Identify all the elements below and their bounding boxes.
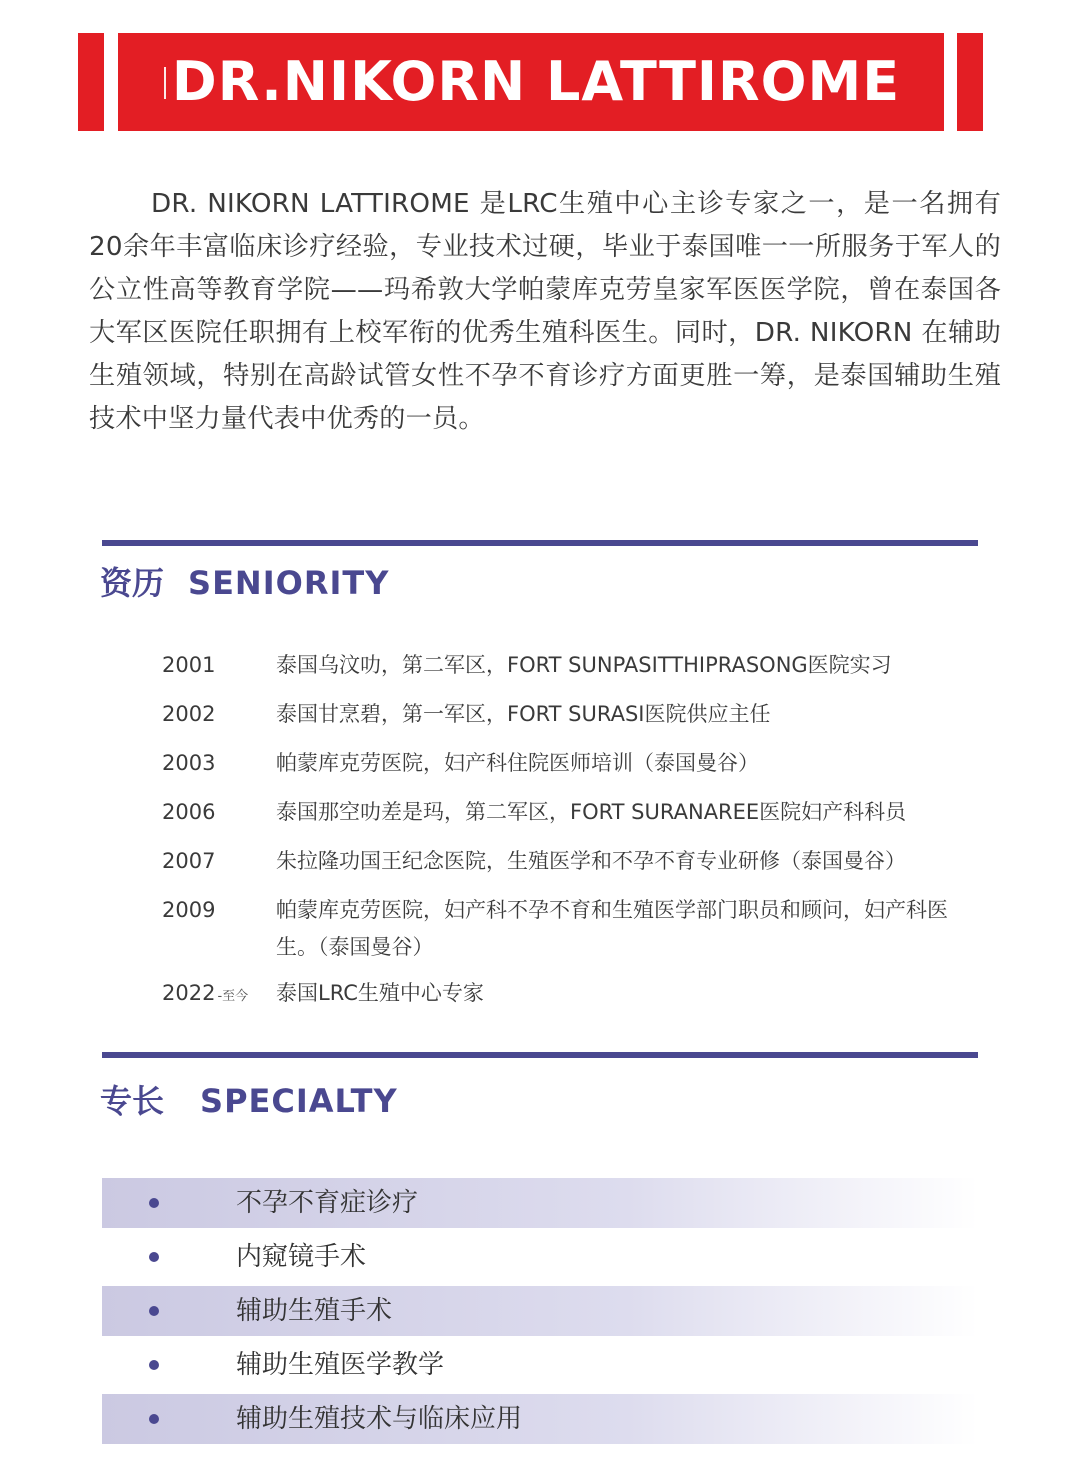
seniority-year-value: 2009 <box>162 898 216 922</box>
specialty-label: 辅助生殖医学教学 <box>236 1350 445 1380</box>
seniority-entry <box>162 892 982 966</box>
specialty-item <box>102 1340 978 1390</box>
seniority-year-value: 2001 <box>162 653 216 677</box>
seniority-year-value: 2002 <box>162 702 216 726</box>
doctor-name-title: DR.NIKORN LATTIROME <box>171 50 901 113</box>
title-banner <box>118 33 944 131</box>
specialty-item <box>102 1394 978 1444</box>
seniority-description: 泰国乌汶叻，第二军区，FORT SUNPASITTHIPRASONG医院实习 <box>276 653 892 677</box>
banner-right-bar <box>957 33 983 131</box>
seniority-divider <box>102 540 978 546</box>
seniority-year <box>162 843 276 883</box>
specialty-label: 辅助生殖技术与临床应用 <box>236 1404 523 1434</box>
seniority-year-value: 2007 <box>162 849 216 873</box>
bullet-icon <box>149 1360 159 1370</box>
specialty-label: 不孕不育症诊疗 <box>236 1188 419 1218</box>
seniority-heading-en: SENIORITY <box>188 564 390 602</box>
specialty-heading-en: SPECIALTY <box>200 1082 398 1120</box>
seniority-description: 泰国LRC生殖中心专家 <box>276 981 484 1005</box>
specialty-list <box>102 1178 978 1448</box>
seniority-year-value: 2003 <box>162 751 216 775</box>
specialty-item <box>102 1286 978 1336</box>
seniority-entry <box>162 975 982 1015</box>
specialty-item <box>102 1232 978 1282</box>
banner-left-bar <box>78 33 104 131</box>
specialty-heading <box>100 1076 398 1122</box>
specialty-label: 辅助生殖手术 <box>236 1296 393 1326</box>
seniority-year <box>162 647 276 687</box>
intro-paragraph: DR. NIKORN LATTIROME 是LRC生殖中心主诊专家之一，是一名拥有20余年丰富临床诊疗经验，专业技术过硬，毕业于泰国唯一一所服务于军人的公立性高等教育学院——玛希敦大学帕蒙库克劳皇家军医医学院，曾在泰国各大军区医院任职拥有上校军衔的优秀生殖科医生。同时，DR. NIKORN 在辅助生殖领域，特别在高龄试管女性不孕不育诊疗方面更胜一筹，是泰国辅助生殖技术中坚力量代表中优秀的一员。 <box>89 189 1001 434</box>
seniority-description: 帕蒙库克劳医院，妇产科住院医师培训（泰国曼谷） <box>276 751 759 775</box>
seniority-entry <box>162 647 982 687</box>
seniority-year-value: 2006 <box>162 800 216 824</box>
bullet-icon <box>149 1198 159 1208</box>
specialty-divider <box>102 1052 978 1058</box>
specialty-item <box>102 1178 978 1228</box>
seniority-year <box>162 794 276 834</box>
bullet-icon <box>149 1252 159 1262</box>
seniority-description: 泰国那空叻差是玛，第二军区，FORT SURANAREE医院妇产科科员 <box>276 800 907 824</box>
seniority-entry <box>162 794 982 834</box>
seniority-heading-cn: 资历 <box>100 564 165 602</box>
bullet-icon <box>149 1414 159 1424</box>
specialty-heading-cn: 专长 <box>100 1082 165 1120</box>
seniority-year-value: 2022 <box>162 981 216 1005</box>
seniority-list <box>162 647 982 1024</box>
seniority-description: 帕蒙库克劳医院，妇产科不孕不育和生殖医学部门职员和顾问，妇产科医生。（泰国曼谷） <box>276 898 948 959</box>
specialty-label: 内窥镜手术 <box>236 1242 367 1272</box>
seniority-year <box>162 696 276 736</box>
seniority-entry <box>162 843 982 883</box>
seniority-year <box>162 892 276 966</box>
seniority-heading <box>100 558 389 604</box>
seniority-description: 泰国甘烹碧，第一军区，FORT SURASI医院供应主任 <box>276 702 771 726</box>
bullet-icon <box>149 1306 159 1316</box>
seniority-year <box>162 745 276 785</box>
seniority-entry <box>162 745 982 785</box>
seniority-entry <box>162 696 982 736</box>
seniority-year-suffix: -至今 <box>217 989 249 1004</box>
seniority-description: 朱拉隆功国王纪念医院，生殖医学和不孕不育专业研修（泰国曼谷） <box>276 849 906 873</box>
seniority-year <box>162 975 276 1015</box>
